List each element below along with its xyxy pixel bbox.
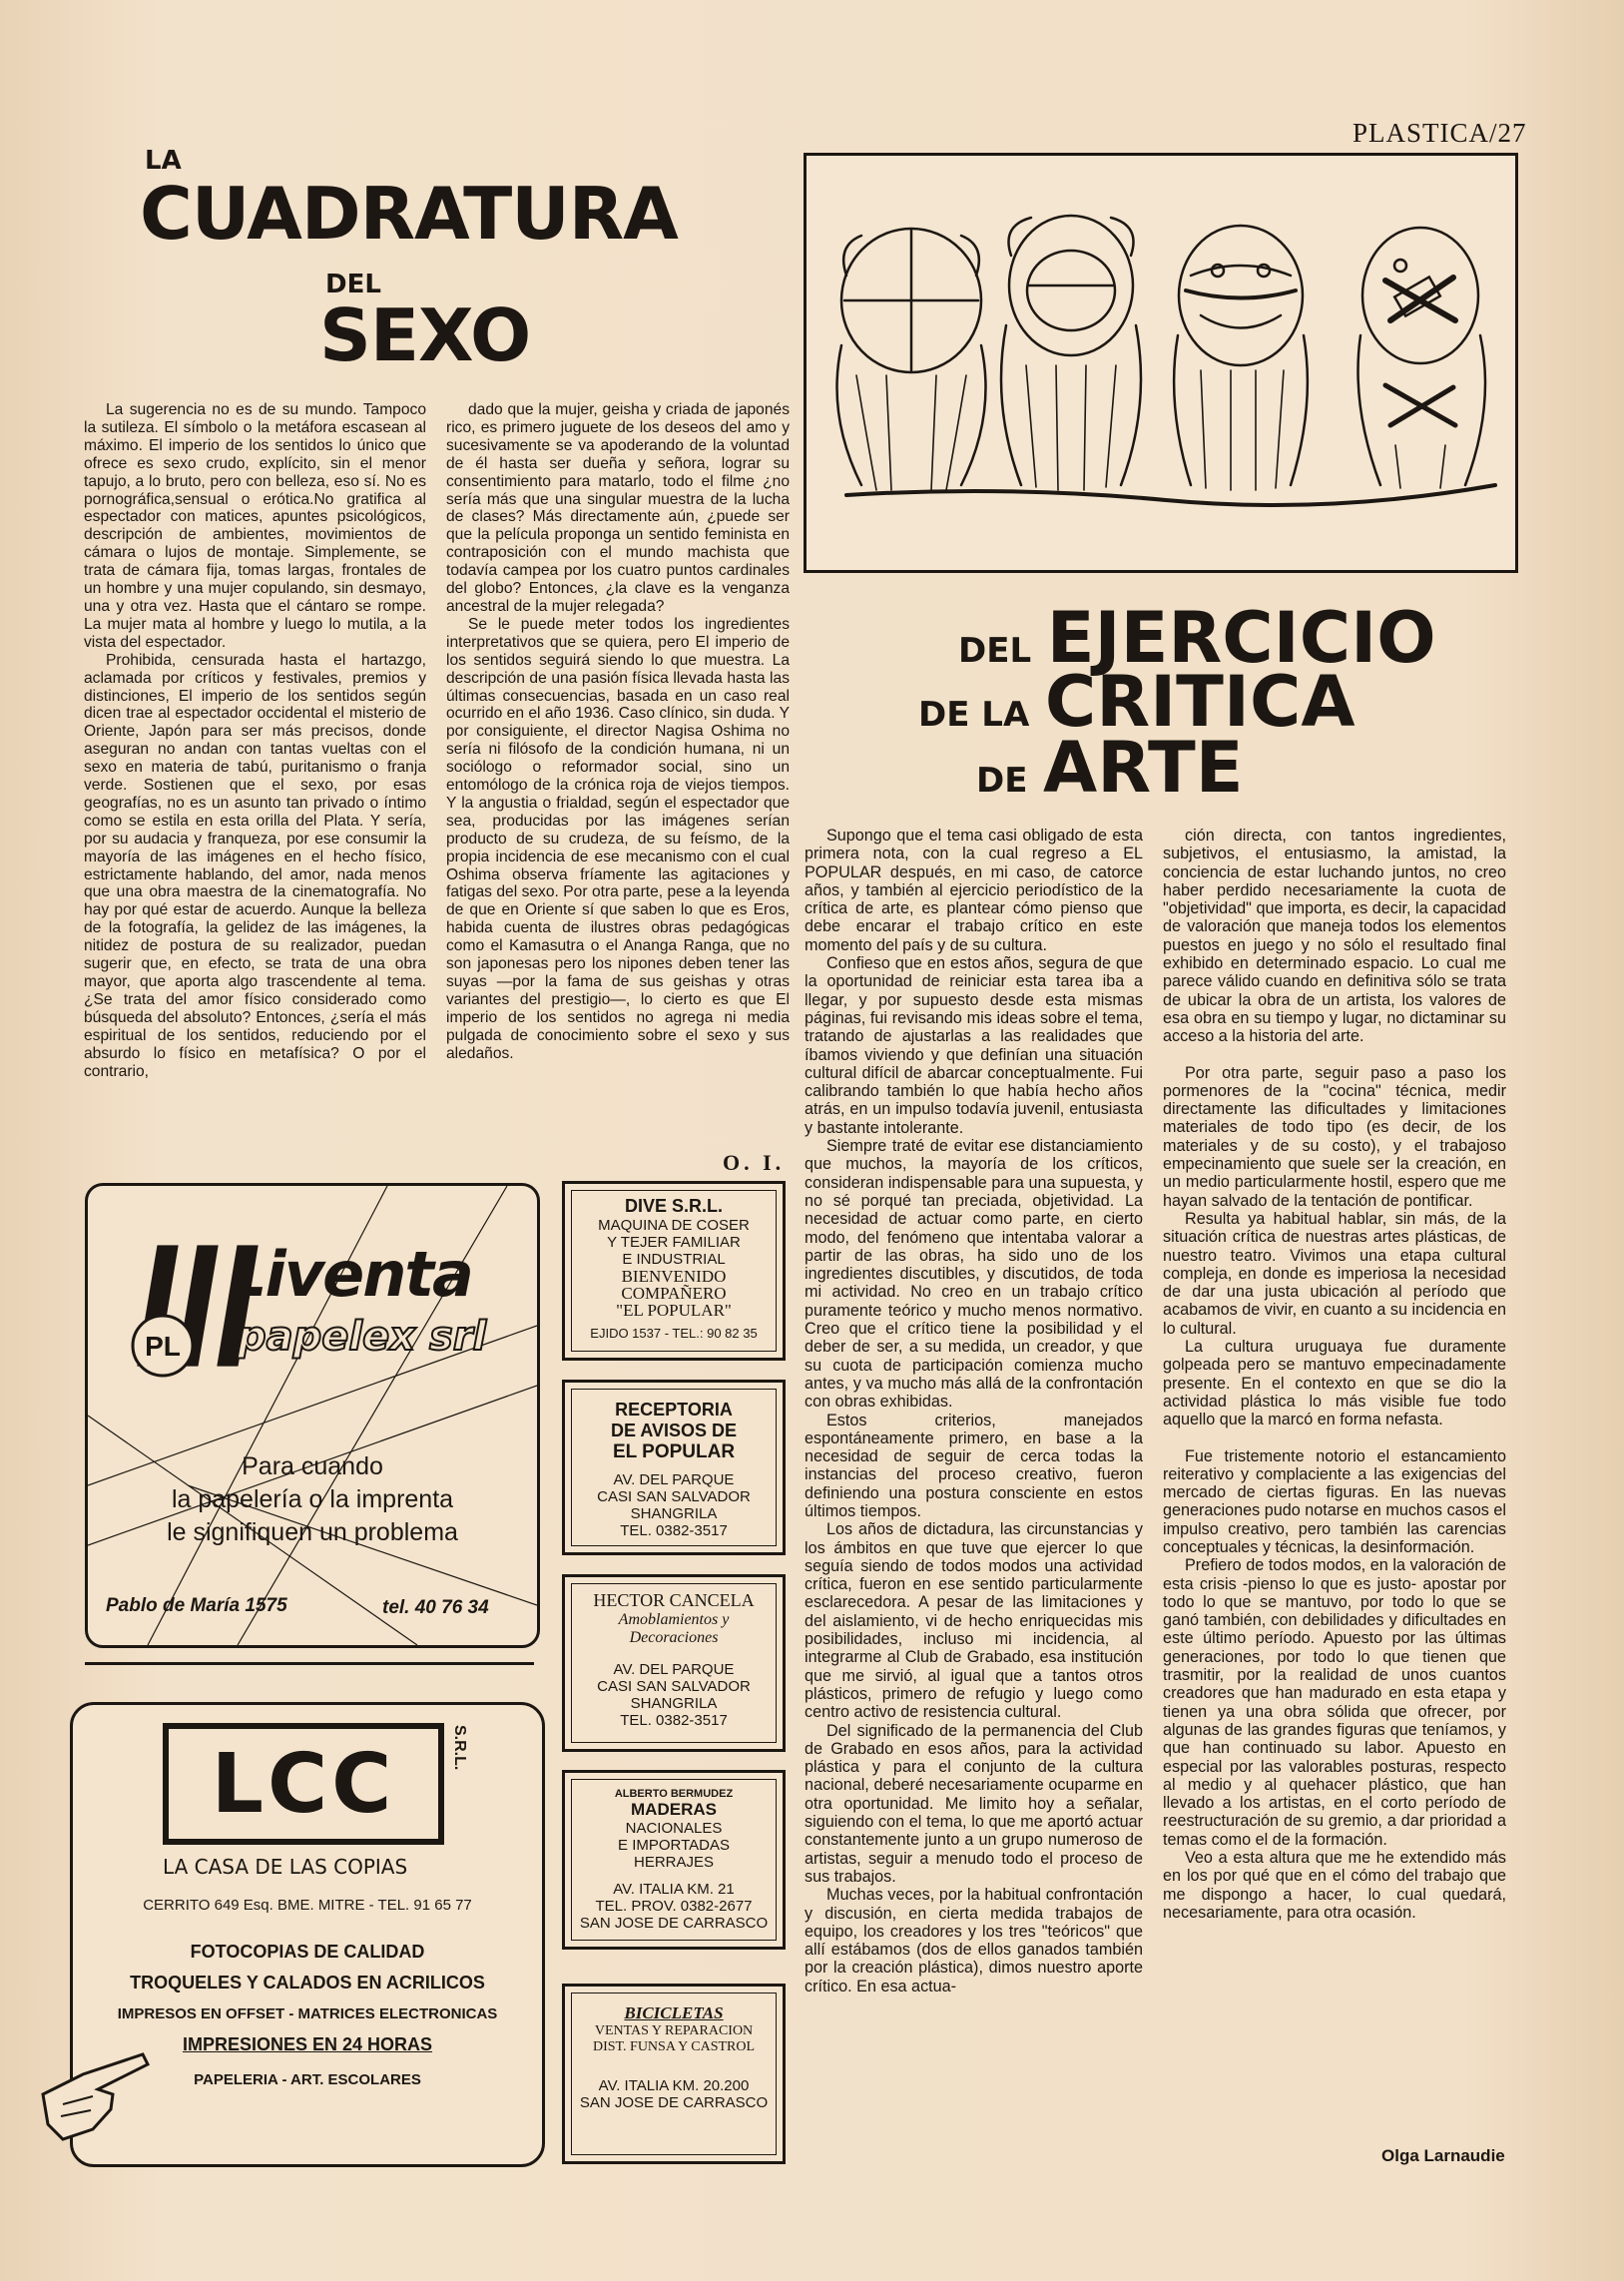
- bicicletas-line-2: DIST. FUNSA Y CASTROL: [592, 2039, 756, 2054]
- dive-line-6: "EL POPULAR": [616, 1301, 732, 1320]
- maderas-line-7: SAN JOSE DE CARRASCO: [579, 1915, 769, 1932]
- lcc-line-4: IMPRESIONES EN 24 HORAS: [182, 2034, 433, 2054]
- maderas-line-6: TEL. PROV. 0382-2677: [595, 1898, 753, 1915]
- ad-receptoria: [562, 1380, 786, 1555]
- maderas-line-2: NACIONALES: [625, 1820, 723, 1837]
- lcc-vertical: S.R.L.: [451, 1725, 468, 1771]
- headline-small-de-la: DE LA: [918, 695, 1030, 735]
- ad-lcc: [70, 1702, 545, 2167]
- cancela-line-2: Decoraciones: [629, 1629, 719, 1646]
- article2-paragraph: Los años de dictadura, las circunstancias y los ámbitos en que tuve que ejercer lo que seguía siendo de todos modos una actividad crítica, fueron en ese sentido particularmente esclarecedora. A pesar de las limitaciones y del aislamiento, vi de hecho enriquecidas mis posibilidades, incluso mi incidencia, al integrarme al Club de Grabado, esa institución que me sirvió, al igual que a tantos otros plásticos, primero de refugio y luego como centro activo de resistencia cultural.: [805, 1520, 1143, 1722]
- article2-paragraph: Siempre traté de evitar ese distanciamiento que muchos, la mayoría de los críticos, consideran indispensable para una supuesta, y no sé porqué tan preciada, objetividad. La necesidad de actuar como parte, en cierto modo, del fenómeno que intentaba valorar a partir de las obras, ha sido uno de los ingredientes discutibles, y discutidos, de toda mi actividad. No creo en un trabajo crítico puramente teórico y mucho menos normativo. Creo que el crítico tiene la posibilidad y el deber de ser, a su medida, un creador, y que su cuota de participación comienza mucho antes, y va mucho más allá de la confrontación con obras exhibidas.: [805, 1137, 1143, 1412]
- liventa-slogan: [88, 1450, 537, 1549]
- headline-sexo: SEXO: [319, 293, 531, 377]
- cancela-line-6: TEL. 0382-3517: [620, 1712, 728, 1729]
- maderas-line-1: MADERAS: [631, 1800, 717, 1819]
- liventa-slogan-1: Para cuando: [242, 1452, 383, 1480]
- article1-paragraph: Se le puede meter todos los ingredientes interpretativos que se quiera, pero El imperio de los sentidos seguirá siendo lo que muestra. La descripción de una pasión física llevada hasta las últimas consecuencias, basada en un caso real ocurrido en el año 1936. Caso clínico, sin duda. Y por consiguiente, el director Nagisa Oshima no sería ni filósofo de la condición humana, ni un sociólogo o reformador social, sino un entomólogo de la crónica roja de viejos tiempos. Y la angustia o frialdad, según el espectador que sea, producidas por las imágenes serían producto de su crudeza, de su feísmo, de la propia incidencia de ese mecanismo con el cual Oshima observa fríamente las agitaciones y fatigas del sexo. Por otra parte, pese a la leyenda de que en Oriente sí que saben lo que es Eros, habida cuenta de ilustres obras pedagógicas como el Kamasutra o el Ananga Ranga, que no son japonesas pero los nipones deben tener las suyas —por la fama de sus geishas y otras variantes del prestigio—, lo cierto es que El imperio de los sentidos no agrega ni media pulgada de conocimiento sobre el sexo y sus aledaños.: [446, 615, 790, 1062]
- receptoria-line-1: RECEPTORIA: [615, 1400, 733, 1420]
- cancela-line-4: CASI SAN SALVADOR: [597, 1678, 751, 1695]
- four-monkeys-illustration: [807, 156, 1509, 564]
- headline-ejercicio: EJERCICIO: [1046, 597, 1436, 679]
- cancela-line-1: Amoblamientos y: [618, 1611, 730, 1628]
- illustration-frame: [804, 153, 1518, 573]
- maderas-line-3: E IMPORTADAS: [618, 1837, 730, 1854]
- article2-column-2: [1163, 827, 1506, 2122]
- article2-paragraph: Confieso que en estos años, segura de que la oportunidad de reiniciar esta tarea iba a llegar, y por supuesto desde esta mismas páginas, fui revisando mis ideas sobre el tema, tratando de ajustarlas a las realidades que íbamos viviendo y que definían una situación cultural difícil de abarcar conceptualmente. Fui calibrando también lo que había hecho años atrás, en un impulso todavía juvenil, entusiasta y bastante intolerante.: [805, 954, 1143, 1137]
- ad-cancela: [562, 1574, 786, 1752]
- article2-paragraph: Prefiero de todos modos, en la valoración de esta crisis -pienso lo que es justo- apostar por todo lo que se mantuvo, por todo lo que se ganó también, con debilidades y dificultades en este último período. Apuesto por las últimas generaciones, por todo lo que tienen que trasmitir, por la realidad de unos cuantos creadores que han madurado en esta etapa y tienen ya una obra sólida que ofrecer, por algunas de las grandes figuras que teníamos, y que han continuado su labor. Apuesto en especial por las valorables posturas, respecto al medio y al quehacer plástico, que han llevado a los artistas, en el corto período de reestructuración de su gremio, a dar prioridad a temas como el de la formación.: [1163, 1556, 1506, 1849]
- article2-column-1: [805, 827, 1143, 2122]
- article1-column-1: [84, 401, 426, 1172]
- ad-dive: [562, 1181, 786, 1361]
- article2-paragraph: Fue tristemente notorio el estancamiento reiterativo y complaciente a las exigencias del mercado de ciertas figuras. En las nuevas generaciones pudo notarse en muchos casos el impulso creativo, pero también las carencias conceptuales y técnicas, la desinformación.: [1163, 1446, 1506, 1556]
- lcc-line-2: TROQUELES Y CALADOS EN ACRILICOS: [130, 1973, 485, 1993]
- headline-del: DEL: [325, 270, 381, 299]
- article2-paragraph: Por otra parte, seguir paso a paso los pormenores de la "cocina" técnica, medir directamente las dificultades y limitaciones materiales de todo tipo (es decir, de los materiales y de su costo), y el trabajoso empecinamiento que suele ser la creación, en un medio particularmente hostil, espero que me hayan salvado de la tentación de pontificar.: [1163, 1063, 1506, 1210]
- headline-la: LA: [145, 146, 182, 176]
- article2-paragraph: Resulta ya habitual hablar, sin más, de la situación crítica de nuestras artes plásticas, de nuestro teatro. Vivimos una etapa cultural compleja, en donde es imperiosa la necesidad de dar una justa ubicación al período que acabamos de vivir, en cuanto a su incidencia en lo cultural.: [1163, 1209, 1506, 1338]
- article1-signature: O. I.: [723, 1150, 786, 1175]
- headline-line-3: [976, 727, 1244, 809]
- headline-cuadratura: CUADRATURA: [140, 172, 678, 256]
- lcc-line-5: PAPELERIA - ART. ESCOLARES: [194, 2071, 421, 2088]
- liventa-monogram: PL: [145, 1331, 181, 1362]
- pointing-hand-icon: [33, 2034, 163, 2144]
- article2-paragraph: La cultura uruguaya fue duramente golpeada pero se mantuvo empecinadamente presente. En el contexto en que se dio la actividad plástica lo más visible fue todo aquello que la marcó en forma nefasta.: [1163, 1338, 1506, 1429]
- article1-paragraph: dado que la mujer, geisha y criada de japonés rico, es primero juguete de los deseos del amo y sucesivamente se va apoderando de la voluntad de él hasta ser dueña y señora, lograr su consentimiento para matarlo, todo el filme ¿no sería más que una singular muestra de la lucha de clases? Más directamente aún, ¿puede ser que la película proponga un sentido feminista en contraposición con el mundo machista que todavía campea por los cuatro puntos cardinales del globo? Entonces, ¿la clave es la venganza ancestral de la mujer relegada?: [446, 401, 790, 615]
- article2-paragraph: Estos criterios, manejados espontáneamente primero, en base a la necesidad de seguir de cerca todas la instancias del proceso creativo, fueron definiendo una postura consciente en estos últimos tiempos.: [805, 1411, 1143, 1520]
- lcc-name: LA CASA DE LAS COPIAS: [163, 1855, 408, 1879]
- lcc-line-3: IMPRESOS EN OFFSET - MATRICES ELECTRONICAS: [117, 2005, 498, 2022]
- dive-line-5: COMPAÑERO: [621, 1284, 727, 1303]
- liventa-slogan-3: le signifiquen un problema: [167, 1518, 458, 1546]
- article2-paragraph: Supongo que el tema casi obligado de esta primera nota, con la cual regreso a EL POPULAR después, en mi caso, de catorce años, y también al ejercicio periodístico de la crítica de arte, es plantear cómo pienso que debe encarar el trabajo crítico en este momento del país y de su cultura.: [805, 827, 1143, 954]
- headline-arte: ARTE: [1043, 727, 1244, 809]
- liventa-slogan-2: la papelería o la imprenta: [171, 1485, 454, 1513]
- receptoria-line-3: EL POPULAR: [612, 1441, 736, 1462]
- page-folio: PLASTICA/27: [1353, 118, 1527, 148]
- liventa-brand: Liventa: [228, 1238, 472, 1311]
- article1-paragraph: La sugerencia no es de su mundo. Tampoco la sutileza. El símbolo o la metáfora escasean al máximo. El imperio de los sentidos lo único que ofrece es sexo crudo, explícito, sin el menor tapujo, a lo bruto, pero con belleza, eso sí. No es pornográfica,sensual o erótica.No gratifica al espectador con matices, apuntes psicológicos, descripción de ambientes, movimientos de cámara o lujos de montaje. Simplemente, se trata de cámara fija, tomas largas, frontales de un hombre y una mujer copulando, sin desmayo, una y otra vez. Hasta que el cántaro se rompe. La mujer mata al hombre y luego lo mutila, a la vista del espectador.: [84, 401, 426, 651]
- ad-liventa: [85, 1183, 540, 1648]
- divider: [85, 1662, 534, 1665]
- article2-paragraph: ción directa, con tantos ingredientes, subjetivos, el entusiasmo, la amistad, la conciencia de estar luchando juntos, no creo haber perdido necesariamente la cuota de "objetividad" que importa, es decir, la capacidad de valoración que maneja todos los elementos puestos en juego y no sólo el resultado final exhibido en determinado espacio. Lo cual me parece válido cuando en definitiva sólo se trata de ubicar la obra de un artista, los valores de esa obra en su tiempo y lugar, no dictaminar su acceso a la historia del arte.: [1163, 827, 1506, 1046]
- headline-critica: CRITICA: [1044, 661, 1355, 743]
- article1-column-2: [446, 401, 790, 1172]
- maderas-line-0: ALBERTO BERMUDEZ: [614, 1788, 734, 1800]
- article2-paragraph: Muchas veces, por la habitual confrontación y discusión, en cierta medida trabajos de equipo, los creadores y los tres "teóricos" que allí estábamos (dos de ellos ganados también por la creación plástica), dimos nuestro aporte crítico. En esa actua-: [805, 1886, 1143, 1996]
- headline-small-de: DE: [976, 761, 1028, 801]
- receptoria-line-6: SHANGRILA: [630, 1505, 718, 1522]
- dive-line-7: EJIDO 1537 - TEL.: 90 82 35: [590, 1326, 758, 1341]
- dive-line-2: Y TEJER FAMILIAR: [607, 1234, 741, 1251]
- dive-line-4: BIENVENIDO: [621, 1267, 727, 1286]
- maderas-line-4: HERRAJES: [633, 1854, 715, 1871]
- bicicletas-line-1: VENTAS Y REPARACION: [594, 2023, 754, 2038]
- cancela-line-5: SHANGRILA: [630, 1695, 718, 1712]
- dive-line-3: E INDUSTRIAL: [622, 1251, 726, 1268]
- liventa-sub: papelex srl: [238, 1314, 487, 1360]
- liventa-address: Pablo de María 1575: [106, 1595, 287, 1616]
- headline-small-del: DEL: [958, 631, 1032, 671]
- dive-title: DIVE S.R.L.: [624, 1196, 723, 1216]
- ad-bicicletas: [562, 1984, 786, 2164]
- bicicletas-line-3: AV. ITALIA KM. 20.200: [598, 2077, 750, 2094]
- cancela-title: HECTOR CANCELA: [593, 1590, 755, 1610]
- lcc-address: CERRITO 649 Esq. BME. MITRE - TEL. 91 65 77: [143, 1897, 472, 1914]
- dive-line-1: MAQUINA DE COSER: [598, 1217, 750, 1234]
- receptoria-line-5: CASI SAN SALVADOR: [597, 1488, 751, 1505]
- article1-paragraph: Prohibida, censurada hasta el hartazgo, aclamada por críticos y festivales, premios y distinciones, El imperio de los sentidos según dicen trae al espectador occidental el misterio de Oriente, Japón para ser más precisos, donde aseguran no andan con tantas vueltas con el sexo en materia de tabú, puritanismo o franja verde. Sostienen que el sexo, por esas geografías, no es un asunto tan privado o íntimo como se estila en esta orilla del Plata. Y sería, por su audacia y franqueza, por ese consumir la mayoría de las imágenes en el hecho físico, estrictamente hablando, del amor, nada menos que una obra maestra de la cinematografía. No hay por qué estar de acuerdo. Aunque la belleza de la fotografía, la gelidez de las imágenes, la nitidez de postura de su realizador, puedan sugerir que, en efecto, se trata de una obra mayor, que aporta algo trascendente al tema. ¿Se trata del amor físico considerado como búsqueda del absoluto? Entonces, ¿sería el más espiritual de los sentidos, reduciendo por el absurdo lo físico en metafísica? O por el contrario,: [84, 651, 426, 1080]
- receptoria-line-4: AV. DEL PARQUE: [613, 1471, 735, 1488]
- maderas-line-5: AV. ITALIA KM. 21: [613, 1881, 735, 1898]
- ad-maderas: [562, 1770, 786, 1950]
- article2-paragraph: Del significado de la permanencia del Club de Grabado en esos años, para la actividad plástica y para el conjunto de la cultura nacional, deberé necesariamente ocuparme en otra oportunidad. Me limito hoy a señalar, siguiendo con el tema, lo que me aportó actuar constantemente junto a un grupo numeroso de artistas, seguir a menudo todo el proceso de sus trabajos.: [805, 1721, 1143, 1886]
- lcc-line-1: FOTOCOPIAS DE CALIDAD: [190, 1942, 425, 1962]
- receptoria-line-2: DE AVISOS DE: [610, 1421, 738, 1440]
- bicicletas-line-4: SAN JOSE DE CARRASCO: [579, 2094, 769, 2111]
- lcc-monogram: LCC: [163, 1723, 444, 1845]
- receptoria-line-7: TEL. 0382-3517: [620, 1522, 728, 1539]
- bicicletas-title: BICICLETAS: [624, 2003, 724, 2022]
- article2-signature: Olga Larnaudie: [1381, 2146, 1505, 2165]
- liventa-phone: tel. 40 76 34: [382, 1597, 489, 1618]
- cancela-line-3: AV. DEL PARQUE: [613, 1661, 735, 1678]
- article2-paragraph: Veo a esta altura que me he extendido más en los por qué que en el cómo del trabajo que me dispongo a hacer, lo cual quedará, necesariamente, para otra ocasión.: [1163, 1849, 1506, 1922]
